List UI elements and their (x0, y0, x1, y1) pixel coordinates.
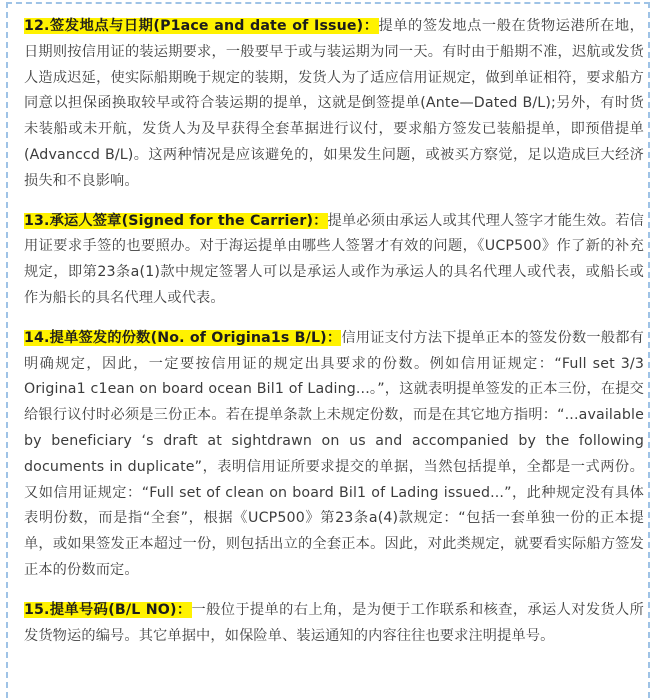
section-15 (24, 598, 644, 650)
section-15-text: 一般位于提单的右上角，是为便于工作联系和核查，承运人对发货人所发货物运的编号。其它单据中，如保险单、装运通知的内容往往也要求注明提单号。 (24, 601, 644, 644)
section-12-text: 提单的签发地点一般在货物运港所在地，日期则按信用证的装运期要求，一般要早于或与装运期为同一天。有时由于船期不准，迟航或发货人造成迟延，使实际船期晚于规定的装期，发货人为了适应信用证规定，做到单证相符，要求船方同意以担保函换取较早或符合装运期的提单，这就是倒签提单(Ante—Dated B/L);另外，有时货未装船或未开航，发货人为及早获得全套革据进行议付，要求船方签发已装船提单，即预借提单(Advanccd B/L)。这两种情况是应该避免的，如果发生问题，或被买方察觉，足以造成巨大经济损失和不良影响。 (24, 18, 644, 189)
section-12-heading: 12.签发地点与日期(P1ace and date of Issue)： (24, 18, 379, 34)
section-14 (24, 326, 644, 584)
section-13-text: 提单必须由承运人或其代理人签字才能生效。若信用证要求手签的也要照办。对于海运提单由哪些人签署才有效的问题，《UCP500》作了新的补充规定，即第23条a(1)款中规定签署人可以是承运人或作为承运人的具名代理人或代表，或船长或作为船长的具名代理人或代表。 (24, 212, 644, 306)
article-frame (6, 2, 650, 698)
section-12 (24, 14, 644, 195)
section-13-heading: 13.承运人签章(Signed for the Carrier)： (24, 212, 328, 229)
section-14-heading: 14.提单签发的份数(No. of Origina1s B/L)： (24, 329, 342, 346)
section-14-text: 信用证支付方法下提单正本的签发份数一般都有明确规定，因此，一定要按信用证的规定出具要求的份数。例如信用证规定：“Full set 3/3 Origina1 c1ean on board ocean Bil1 of Lading...。”，这就表明提单签发的正本三份，在提交给银行议付时必须是三份正本。若在提单条款上未规定份数，而是在其它地方指明：“...available by beneficiary ‘s draft at sightdrawn on us and accompanied by the following documents in duplicate”，表明信用证所要求提交的单据，当然包括提单，全都是一式两份。又如信用证规定：“Full set of clean on board Bil1 of Lading issued...”，此种规定没有具体表明份数，而是指“全套”，根据《UCP500》第23条a(4)款规定：“包括一套单独一份的正本提单，或如果签发正本超过一份，则包括出立的全套正本。因此，对此类规定，就要看实际船方签发正本的份数而定。 (24, 329, 645, 578)
section-15-heading: 15.提单号码(B/L NO)： (24, 601, 192, 618)
section-13 (24, 209, 644, 312)
article-body (24, 14, 644, 663)
